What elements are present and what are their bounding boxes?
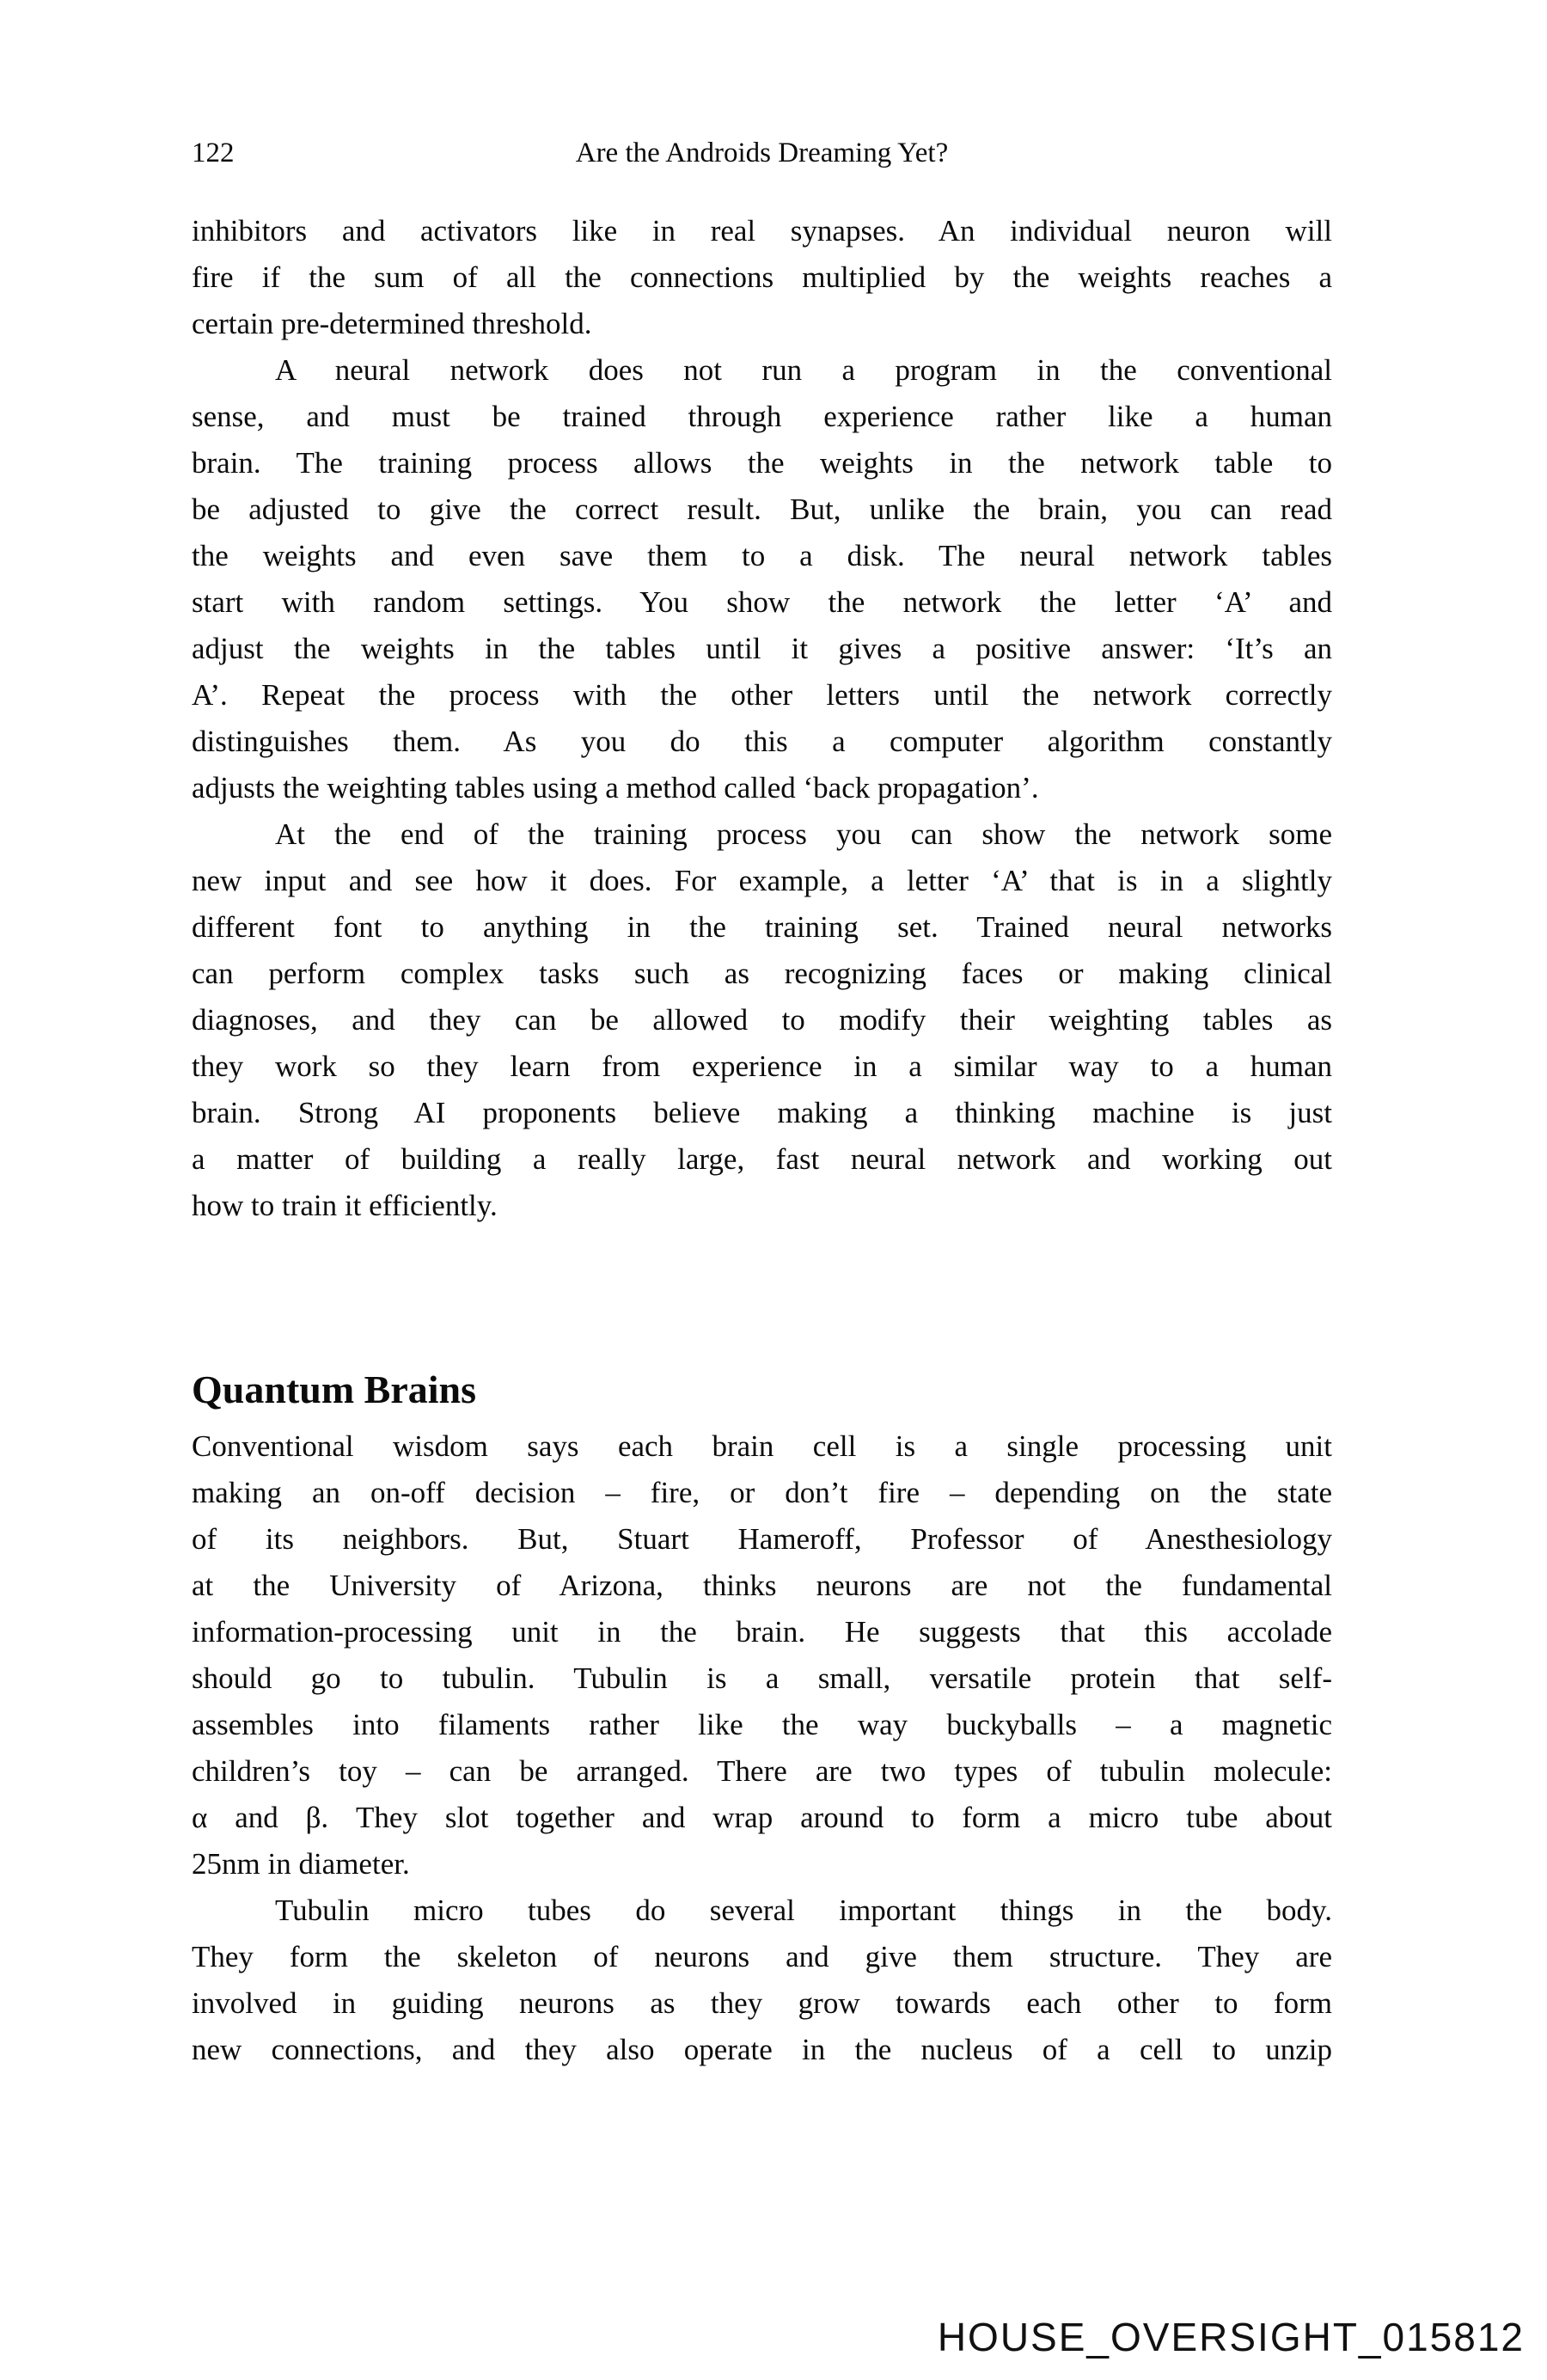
- text-line: A neural network does not run a program in the conventional: [275, 353, 1332, 387]
- text-line: new connections, and they also operate in the nucleus of a cell to unzip: [192, 2033, 1332, 2066]
- text-line: brain. Strong AI proponents believe making a thinking machine is just: [192, 1096, 1332, 1129]
- text-line: 25nm in diameter.: [192, 1847, 410, 1881]
- text-line: adjusts the weighting tables using a method called ‘back propagation’.: [192, 771, 1039, 805]
- text-line: new input and see how it does. For example, a letter ‘A’ that is in a slightly: [192, 864, 1332, 897]
- section-heading: Quantum Brains: [192, 1367, 477, 1411]
- text-line: diagnoses, and they can be allowed to modify their weighting tables as: [192, 1003, 1332, 1037]
- text-line: can perform complex tasks such as recognizing faces or making clinical: [192, 957, 1332, 990]
- paragraph: [192, 811, 1332, 1229]
- text-line: the weights and even save them to a disk. The neural network tables: [192, 539, 1332, 572]
- text-line: at the University of Arizona, thinks neurons are not the fundamental: [192, 1569, 1332, 1602]
- text-line: certain pre-determined threshold.: [192, 307, 592, 340]
- paragraph: [192, 1887, 1332, 2073]
- text-line: distinguishes them. As you do this a computer algorithm constantly: [192, 725, 1332, 758]
- text-line: children’s toy – can be arranged. There are two types of tubulin molecule:: [192, 1754, 1332, 1788]
- text-line: how to train it efficiently.: [192, 1189, 498, 1222]
- text-line: Tubulin micro tubes do several important things in the body.: [275, 1894, 1332, 1927]
- text-line: α and β. They slot together and wrap around to form a micro tube about: [192, 1801, 1332, 1834]
- text-line: a matter of building a really large, fast neural network and working out: [192, 1142, 1332, 1176]
- paragraph: [192, 208, 1332, 347]
- text-line: involved in guiding neurons as they grow towards each other to form: [192, 1986, 1332, 2020]
- text-line: inhibitors and activators like in real synapses. An individual neuron will: [192, 214, 1332, 248]
- text-line: Conventional wisdom says each brain cell is a single processing unit: [192, 1429, 1332, 1463]
- text-line: of its neighbors. But, Stuart Hameroff, Professor of Anesthesiology: [192, 1522, 1332, 1556]
- text-line: different font to anything in the training set. Trained neural networks: [192, 910, 1332, 944]
- text-line: At the end of the training process you can show the network some: [275, 817, 1332, 851]
- running-title: Are the Androids Dreaming Yet?: [575, 138, 949, 168]
- text-line: start with random settings. You show the network the letter ‘A’ and: [192, 585, 1332, 619]
- text-line: be adjusted to give the correct result. But, unlike the brain, you can read: [192, 493, 1332, 526]
- page-body: [192, 208, 1332, 2073]
- paragraph: [192, 347, 1332, 811]
- text-line: They form the skeleton of neurons and give them structure. They are: [192, 1940, 1332, 1973]
- page-number: 122: [192, 138, 235, 168]
- text-line: A’. Repeat the process with the other letters until the network correctly: [192, 678, 1332, 712]
- running-header: [192, 136, 1332, 175]
- text-line: making an on-off decision – fire, or don’t fire – depending on the state: [192, 1476, 1332, 1509]
- text-line: brain. The training process allows the weights in the network table to: [192, 446, 1332, 480]
- text-line: should go to tubulin. Tubulin is a small, versatile protein that self-: [192, 1661, 1332, 1695]
- text-line: information-processing unit in the brain. He suggests that this accolade: [192, 1615, 1332, 1649]
- text-line: sense, and must be trained through experience rather like a human: [192, 400, 1332, 433]
- text-line: they work so they learn from experience in a similar way to a human: [192, 1049, 1332, 1083]
- watermark-bates-number: HOUSE_OVERSIGHT_015812: [937, 2315, 1525, 2359]
- text-line: assembles into filaments rather like the way buckyballs – a magnetic: [192, 1708, 1332, 1741]
- text-line: fire if the sum of all the connections multiplied by the weights reaches a: [192, 260, 1332, 294]
- paragraph: [192, 1423, 1332, 1887]
- text-line: adjust the weights in the tables until it gives a positive answer: ‘It’s an: [192, 632, 1332, 665]
